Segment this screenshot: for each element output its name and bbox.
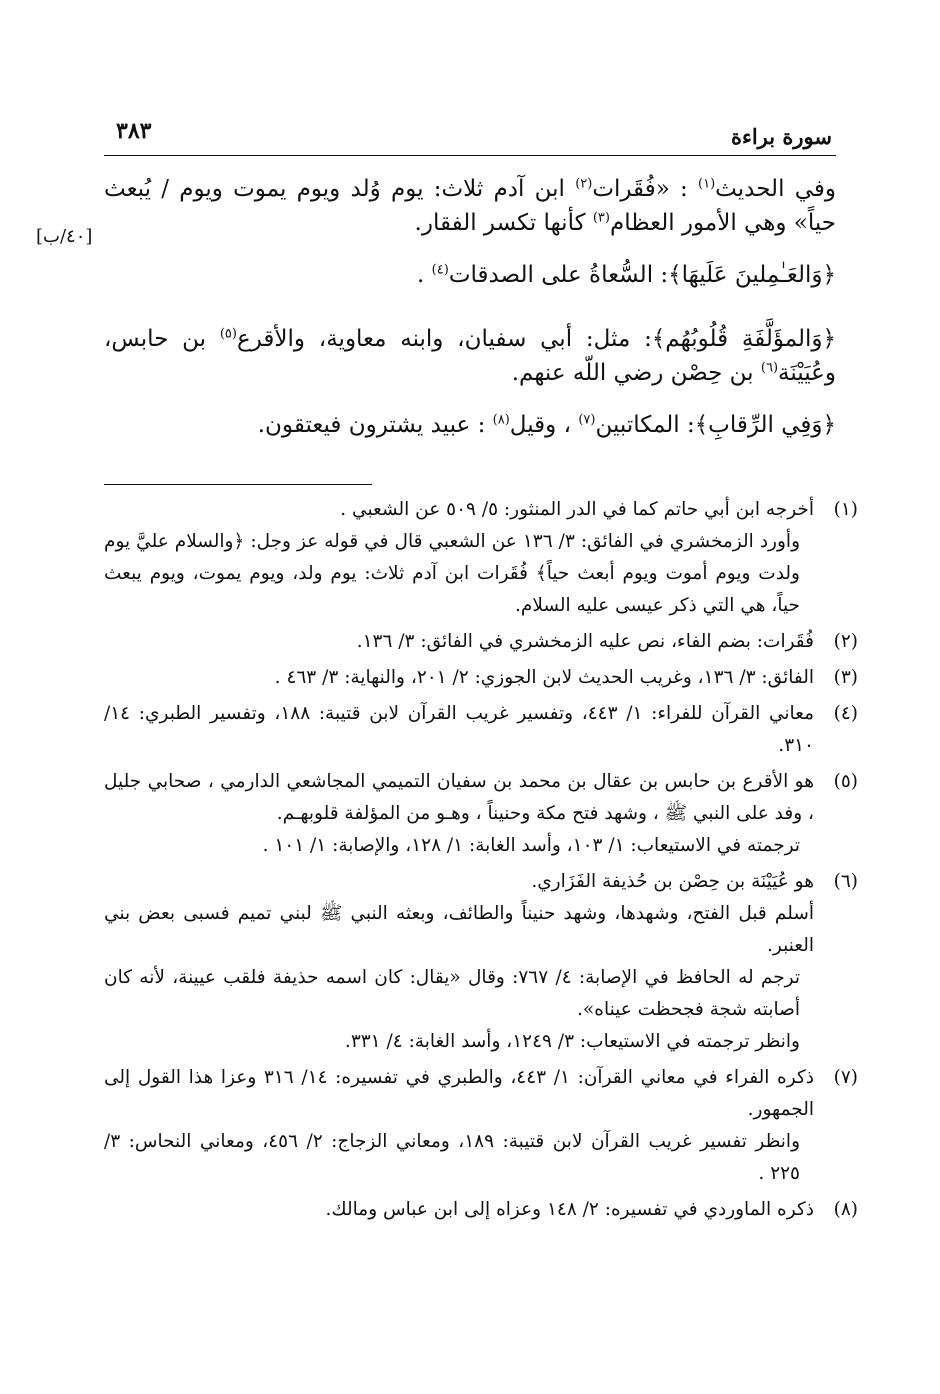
- footnote-number: (٥): [833, 771, 858, 792]
- footnote-number: (٦): [833, 871, 858, 892]
- footnote-text: فُقَرات: بضم الفاء، نص عليه الزمخشري في الفائق: ٣/ ١٣٦.: [356, 631, 814, 652]
- footnote-subtext: وانظر تفسير غريب القرآن لابن قتيبة: ١٨٩، ومعاني الزجاج: ٢/ ٤٥٦، ومعاني النحاس: ٣/ ٢٢٥ .: [104, 1131, 800, 1184]
- footnote-text: ذكره الفراء في معاني القرآن: ١/ ٤٤٣، والطبري في تفسيره: ١٤/ ٣١٦ وعزا هذا القول إلى الجمهور.: [104, 1067, 815, 1120]
- footnote-number: (٢): [833, 631, 858, 652]
- footnote-subtext: ترجم له الحافظ في الإصابة: ٤/ ٧٦٧: وقال «يقال: كان اسمه حذيفة فلقب عيينة، لأنه كان أصابته شجة فجحظت عيناه».: [104, 967, 801, 1020]
- paragraph-riqab: ﴿وَفِي الرِّقابِ﴾: المكاتبين$^{(٧)}$ ، وقيل$^{(٨)}$ : عبيد يشترون فيعتقون.: [257, 412, 836, 438]
- footnote-number: (٨): [833, 1199, 858, 1220]
- footnote-1: [104, 494, 858, 622]
- page-number: ٣٨٣: [116, 118, 152, 144]
- footnote-3: [104, 662, 858, 694]
- footnotes: [104, 494, 858, 1230]
- footnote-subtext: ترجمته في الاستيعاب: ١/ ١٠٣، وأسد الغابة: ١/ ١٢٨، والإصابة: ١/ ١٠١ .: [262, 835, 800, 856]
- footnote-subtext: أسلم قبل الفتح، وشهدها، وشهد حنيناً والطائف، وبعثه النبي ﷺ لبني تميم فسبى بعض بني العنبر.: [104, 903, 814, 956]
- footnote-number: (٤): [833, 703, 858, 724]
- footnote-rule: [104, 484, 372, 485]
- footnote-8: [104, 1194, 858, 1226]
- paragraph-amilin: ﴿وَالعَـٰمِلينَ عَلَيهَا﴾: السُّعاةُ على الصدقات$^{(٤)}$ .: [417, 262, 836, 288]
- footnote-2: [104, 626, 858, 658]
- footnote-text: هو عُيَيْنَة بن حِصْن بن حُذيفة الفَزَاري.: [531, 871, 814, 892]
- footnote-number: (٣): [833, 667, 858, 688]
- footnote-subtext: وانظر ترجمته في الاستيعاب: ٣/ ١٢٤٩، وأسد الغابة: ٤/ ٣٣١.: [344, 1031, 800, 1052]
- footnote-text: الفائق: ٣/ ١٣٦، وغريب الحديث لابن الجوزي: ٢/ ٢٠١، والنهاية: ٣/ ٤٦٣ .: [274, 667, 814, 688]
- footnote-number: (١): [833, 499, 858, 520]
- footnote-number: (٧): [833, 1067, 858, 1088]
- header-rule: [104, 155, 836, 156]
- footnote-7: [104, 1062, 858, 1190]
- footnote-text: ذكره الماوردي في تفسيره: ٢/ ١٤٨ وعزاه إلى ابن عباس ومالك.: [325, 1199, 814, 1220]
- footnote-text: معاني القرآن للفراء: ١/ ٤٤٣، وتفسير غريب القرآن لابن قتيبة: ١٨٨، وتفسير الطبري: ١٤/ ٣١٠.: [104, 703, 814, 756]
- footnote-4: [104, 698, 858, 762]
- footnote-subtext: وأورد الزمخشري في الفائق: ٣/ ١٣٦ عن الشعبي قال في قوله عز وجل: ﴿والسلام عليَّ يوم ولدت ويوم أموت ويوم أبعث حياً﴾ فُقَرات ابن آدم ثلاث: يوم ولد، ويوم يموت، ويوم يبعث حياً، هي التي ذكر عيسى عليه السلام.: [104, 531, 800, 616]
- footnote-text: هو الأقرع بن حابس بن عقال بن محمد بن سفيان التميمي المجاشعي الدارمي ، صحابي جليل ، وفد على النبي ﷺ ، وشهد فتح مكة وحنيناً ، وهـو من المؤلفة قلوبهـم.: [104, 771, 814, 824]
- running-title: سورة براءة: [730, 124, 832, 149]
- paragraph-muallafa: ﴿وَالمؤَلَّفَةِ قُلُوبُهُم﴾: مثل: أبي سفيان، وابنه معاوية، والأقرع$^{(٥)}$ بن حابس، وعُيَيْنَة$^{(٦)}$ بن حِصْن رضي اللّه عنهم.: [104, 326, 837, 386]
- footnote-text: أخرجه ابن أبي حاتم كما في الدر المنثور: ٥/ ٥٠٩ عن الشعبي .: [340, 499, 814, 520]
- manuscript-folio-note: [٤٠/ب]: [36, 226, 93, 247]
- main-text: [104, 172, 836, 472]
- footnote-5: [104, 766, 858, 862]
- footnote-6: [104, 866, 858, 1058]
- paragraph-hadith: وفي الحديث$^{(١)}$ : «فُقَرات$^{(٢)}$ ابن آدم ثلاث: يوم وُلد ويوم يموت ويوم / يُبعث حياً» وهي الأمور العظام$^{(٣)}$ كأنها تكسر الفقار.: [104, 176, 836, 236]
